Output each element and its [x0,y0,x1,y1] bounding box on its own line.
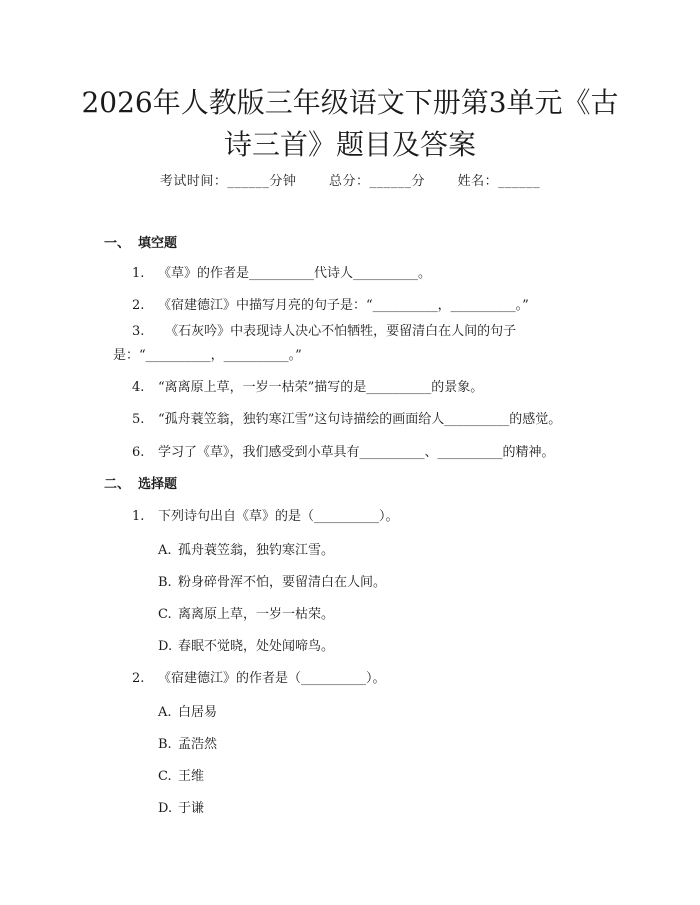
exam-score: 总分：______分 [328,174,425,189]
option-letter: A. [158,543,172,558]
question-number: 5. [132,412,145,427]
option-letter: D. [158,639,173,654]
question-number: 3. [132,324,145,339]
option-letter: D. [158,801,173,816]
option-item [158,797,204,816]
option-letter: B. [158,575,172,590]
question-text: “离离原上草，一岁一枯荣”描写的是__________的景象。 [158,380,484,395]
question-text: 《草》的作者是__________代诗人__________。 [158,266,432,281]
option-item [158,603,334,622]
option-item [158,539,334,558]
option-text: 白居易 [178,705,218,720]
exam-name: 姓名：______ [457,174,541,189]
section-number: 一、 [104,236,131,251]
section-heading-fill [104,232,177,251]
option-text: 王维 [178,769,205,784]
option-text: 粉身碎骨浑不怕，要留清白在人间。 [178,575,387,590]
section-title: 填空题 [138,236,178,251]
section-heading-choice [104,473,177,492]
question-number: 1. [132,509,145,524]
option-letter: C. [158,769,172,784]
question-item [132,376,483,395]
title-line-2: 诗三首》题目及答案 [223,128,476,161]
question-item [113,320,583,368]
option-item [158,635,334,654]
question-item [132,408,561,427]
option-text: 于谦 [178,801,205,816]
question-number: 2. [132,671,145,686]
question-item [132,294,529,313]
option-letter: B. [158,737,172,752]
question-text: 《宿建德江》的作者是（__________）。 [158,671,386,686]
exam-time: 考试时间：______分钟 [159,174,297,189]
option-letter: A. [158,705,172,720]
option-item [158,701,217,720]
question-text: 《宿建德江》中描写月亮的句子是：“__________，__________。” [158,298,529,313]
question-item [132,441,555,460]
section-number: 二、 [104,477,131,492]
option-text: 离离原上草，一岁一枯荣。 [178,607,335,622]
question-item [132,667,386,686]
option-item [158,571,386,590]
question-text: 下列诗句出自《草》的是（__________）。 [158,509,399,524]
option-text: 孟浩然 [178,737,218,752]
option-text: 孤舟蓑笠翁，独钓寒江雪。 [178,543,335,558]
question-item [132,505,399,524]
question-text: 《石灰吟》中表现诗人决心不怕牺牲，要留清白在人间的句子是：“__________，__________。” [113,324,517,363]
option-letter: C. [158,607,172,622]
option-item [158,765,204,784]
page-title [60,82,640,166]
question-number: 4. [132,380,145,395]
question-text: “孤舟蓑笠翁，独钓寒江雪”这句诗描绘的画面给人__________的感觉。 [158,412,562,427]
question-text: 学习了《草》，我们感受到小草具有__________、__________的精神。 [158,445,555,460]
question-number: 1. [132,266,145,281]
question-item [132,262,431,281]
section-title: 选择题 [138,477,178,492]
option-item [158,733,217,752]
title-line-1: 2026年人教版三年级语文下册第3单元《古 [81,86,619,119]
question-number: 2. [132,298,145,313]
option-text: 春眠不觉晓，处处闻啼鸟。 [178,639,335,654]
question-number: 6. [132,445,145,460]
exam-meta [0,170,700,189]
